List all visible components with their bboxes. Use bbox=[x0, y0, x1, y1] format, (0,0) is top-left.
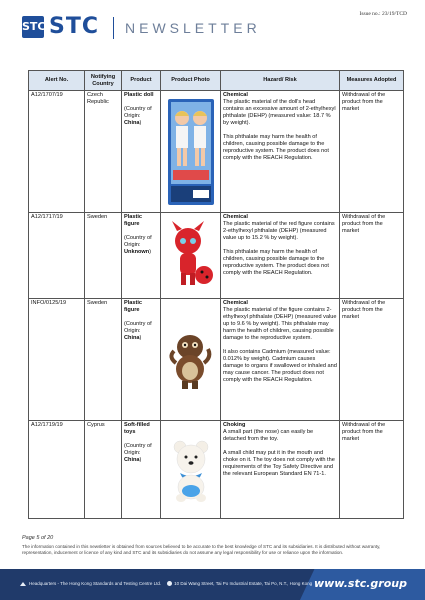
hazard-text: A small child may put it in the mouth and choke on it. The toy does not comply with the requirements of the Toy Safety Directive and the relevant European Standard EN 71-1. bbox=[223, 450, 335, 477]
brown-figure-photo-icon bbox=[163, 327, 218, 393]
location-pin-icon bbox=[167, 581, 172, 586]
hazard-title: Chemical bbox=[223, 92, 248, 98]
measures-cell: Withdrawal of the product from the market bbox=[340, 421, 404, 519]
origin-label: (Country of Origin: bbox=[124, 321, 152, 334]
column-header-country: Notifying Country bbox=[85, 71, 122, 91]
origin-value: China bbox=[124, 335, 140, 341]
hazard-text: This phthalate may harm the health of children, causing possible damage to the reproductive system. The product does not comply with the REACH Regulation. bbox=[223, 249, 329, 276]
stc-logo-icon: STC bbox=[22, 16, 44, 38]
hq-address: 10 Dai Wang Street, Tai Po Industrial Estate, Tai Po, N.T., Hong Kong bbox=[174, 581, 313, 586]
table-row bbox=[29, 421, 404, 519]
column-header-hazard: Hazard/ Risk bbox=[221, 71, 340, 91]
headquarters-info bbox=[20, 581, 312, 586]
product-cell: Plastic figure (Country of Origin: China) bbox=[122, 299, 161, 421]
hazard-cell bbox=[221, 91, 340, 213]
product-name: Plastic doll bbox=[124, 92, 154, 98]
measures-cell: Withdrawal of the product from the market bbox=[340, 213, 404, 299]
measures-cell: Withdrawal of the product from the market bbox=[340, 91, 404, 213]
origin-value: China bbox=[124, 457, 140, 463]
home-icon bbox=[20, 582, 26, 586]
origin-value: Unknown bbox=[124, 249, 150, 255]
column-header-photo: Product Photo bbox=[161, 71, 221, 91]
header-divider bbox=[113, 17, 114, 39]
photo-cell bbox=[161, 91, 221, 213]
footer-bar bbox=[0, 569, 425, 600]
origin-label: (Country of Origin: bbox=[124, 106, 152, 119]
table-row bbox=[29, 213, 404, 299]
red-figure-photo-icon bbox=[163, 221, 218, 291]
hazard-title: Chemical bbox=[223, 300, 248, 306]
country-cell: Czech Republic bbox=[85, 91, 122, 213]
hazard-text: This phthalate may harm the health of children, causing possible damage to the reproductive system. The product does not comply with the REACH Regulation. bbox=[223, 134, 329, 161]
product-cell: Plastic doll (Country of Origin: China) bbox=[122, 91, 161, 213]
hazard-cell bbox=[221, 213, 340, 299]
country-cell: Sweden bbox=[85, 299, 122, 421]
product-cell: Plastic figure (Country of Origin: Unknown) bbox=[122, 213, 161, 299]
product-name: Plastic figure bbox=[124, 214, 143, 227]
origin-label: (Country of Origin: bbox=[124, 443, 152, 456]
photo-cell bbox=[161, 299, 221, 421]
table-row bbox=[29, 299, 404, 421]
table-row bbox=[29, 91, 404, 213]
photo-cell bbox=[161, 213, 221, 299]
measures-cell: Withdrawal of the product from the market bbox=[340, 299, 404, 421]
doll-box-photo-icon bbox=[163, 98, 218, 206]
photo-cell bbox=[161, 421, 221, 519]
alert-no-cell: INFO/0125/19 bbox=[29, 299, 85, 421]
column-header-measures: Measures Adopted bbox=[340, 71, 404, 91]
stc-logo-text: STC bbox=[49, 14, 99, 39]
newsletter-title: NEWSLETTER bbox=[125, 20, 261, 36]
origin-value: China bbox=[124, 120, 140, 126]
page-number: Page 5 of 20 bbox=[22, 535, 54, 541]
column-header-product: Product bbox=[122, 71, 161, 91]
hazard-title: Choking bbox=[223, 422, 246, 428]
alerts-table bbox=[28, 70, 404, 519]
product-name: Soft-filled toys bbox=[124, 422, 150, 435]
hazard-text: A small part (the nose) can easily be detached from the toy. bbox=[223, 429, 314, 442]
hazard-cell bbox=[221, 421, 340, 519]
origin-label: (Country of Origin: bbox=[124, 235, 152, 248]
product-name: Plastic figure bbox=[124, 300, 143, 313]
hazard-cell bbox=[221, 299, 340, 421]
hq-label: Headquarters - The Hong Kong Standards and Testing Centre Ltd. bbox=[29, 581, 162, 586]
hazard-text: The plastic material of the doll's head contains an excessive amount of 2-ethylhexyl phthalate (DEHP) (measured value: 18.7 % by weight). bbox=[223, 99, 336, 126]
alert-no-cell: A12/1707/19 bbox=[29, 91, 85, 213]
page-header bbox=[0, 0, 425, 46]
teddy-bear-photo-icon bbox=[163, 437, 218, 503]
disclaimer: The information contained in this newsletter is obtained from sources believed to be accurate to the best knowledge of STC and its subsidiaries. It is distributed without warranty, representation, inducement or licence of any kind and STC and its subsidiaries do not assume any legal responsibility for use or reliance upon the information. bbox=[22, 544, 381, 555]
hazard-text: The plastic material of the red figure contains 2-ethylhexyl phthalate (DEHP) (measured value up to 15.2 % by weight). bbox=[223, 221, 335, 241]
hazard-text: It also contains Cadmium (measured value: 0.012% by weight). Cadmium causes damage to organs if swallowed or inhaled and may cause cancer. The product does not comply with the REACH Regulation. bbox=[223, 349, 337, 383]
table-header-row bbox=[29, 71, 404, 91]
alert-no-cell: A12/1719/19 bbox=[29, 421, 85, 519]
alert-no-cell: A12/1717/19 bbox=[29, 213, 85, 299]
product-cell: Soft-filled toys (Country of Origin: China) bbox=[122, 421, 161, 519]
country-cell: Cyprus bbox=[85, 421, 122, 519]
issue-number: Issue no.: 23/19/TCD bbox=[359, 11, 407, 17]
country-cell: Sweden bbox=[85, 213, 122, 299]
hazard-title: Chemical bbox=[223, 214, 248, 220]
hazard-text: The plastic material of the figure contains 2-ethylhexyl phthalate (DEHP) (measured value up to 9.6 % by weight). This phthalate may harm the health of children, causing possible damage to the reproductive system. bbox=[223, 307, 337, 341]
column-header-alert-no: Alert No. bbox=[29, 71, 85, 91]
website-link[interactable]: www.stc.group bbox=[313, 577, 407, 590]
